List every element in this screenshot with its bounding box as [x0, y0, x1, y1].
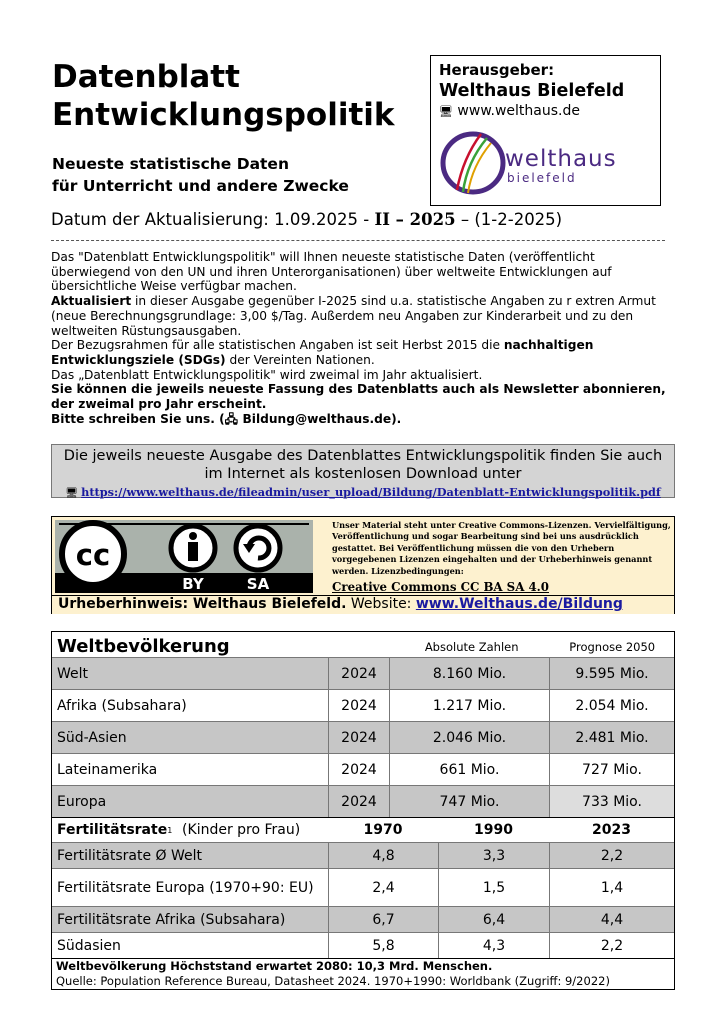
title-line-2: Entwicklungspolitik	[52, 97, 395, 133]
computer-icon: 🖥	[65, 488, 82, 499]
download-box	[51, 444, 675, 498]
attribution-label: Urheberhinweis: Welthaus Bielefeld.	[58, 596, 347, 612]
intro-text	[51, 250, 671, 426]
license-box	[51, 516, 675, 596]
download-link[interactable]: https://www.welthaus.de/fileadmin/user_upload/Bildung/Datenblatt-Entwicklungspolitik.pdf	[81, 485, 661, 499]
title-line-1: Datenblatt	[52, 59, 240, 95]
peak-population-note: Weltbevölkerung Höchststand erwartet 2080: 10,3 Mrd. Menschen.	[52, 958, 674, 974]
fertility-year-1990: 1990	[474, 822, 513, 838]
table-row	[52, 842, 674, 868]
badge-sa-label: SA	[246, 575, 270, 593]
fertility-2023-cell: 2,2	[549, 933, 674, 958]
year-cell: 2024	[328, 658, 389, 689]
forecast-cell: 727 Mio.	[549, 754, 674, 785]
absolute-cell: 661 Mio.	[389, 754, 549, 785]
fertility-row-label: Fertilitätsrate Ø Welt	[57, 847, 203, 864]
table-row	[52, 932, 674, 958]
region-cell: Lateinamerika	[57, 761, 158, 778]
fertility-1970-cell: 5,8	[328, 933, 438, 958]
fertility-1990-cell: 4,3	[438, 933, 549, 958]
fertility-1970-cell: 4,8	[328, 843, 438, 868]
license-text	[332, 520, 672, 596]
absolute-cell: 2.046 Mio.	[389, 722, 549, 753]
source-note: Quelle: Population Reference Bureau, Datasheet 2024. 1970+1990: Worldbank (Zugriff: 9/2022)	[56, 974, 610, 988]
license-link[interactable]: Creative Commons CC BA SA 4.0	[332, 580, 549, 595]
fertility-1990-cell: 6,4	[438, 907, 549, 932]
footnote-marker: 1	[167, 825, 173, 835]
divider	[51, 240, 665, 241]
forecast-cell: 2.054 Mio.	[549, 690, 674, 721]
intro-sdg-bold: nachhaltigen Entwicklungsziele (SDGs)	[51, 338, 594, 367]
intro-paragraph-1: Das "Datenblatt Entwicklungspolitik" will Ihnen neueste statistische Daten (veröffentlicht überwiegend von den UN und ihren Unterorganisationen) über weltweite Entwicklungen auf übersichtliche Weise verfügbar machen.	[51, 250, 612, 294]
table-row	[52, 657, 674, 689]
badge-by-label: BY	[182, 575, 204, 593]
column-header-absolute: Absolute Zahlen	[424, 640, 519, 654]
attribution-website-label: Website:	[346, 596, 416, 612]
absolute-cell: 747 Mio.	[389, 786, 549, 817]
fertility-1970-cell: 2,4	[328, 869, 438, 906]
year-cell: 2024	[328, 722, 389, 753]
column-header-forecast: Prognose 2050	[569, 640, 656, 654]
attribution	[51, 596, 675, 614]
fertility-2023-cell: 1,4	[549, 869, 674, 906]
fertility-1970-cell: 6,7	[328, 907, 438, 932]
page-subtitle	[52, 153, 349, 197]
fertility-2023-cell: 4,4	[549, 907, 674, 932]
page-title	[52, 58, 395, 134]
logo-sub: bielefeld	[507, 171, 577, 185]
update-date	[51, 210, 562, 229]
table-row	[52, 721, 674, 753]
publisher-website-link[interactable]: www.welthaus.de	[457, 103, 580, 119]
forecast-cell: 733 Mio.	[549, 786, 674, 817]
fertility-1990-cell: 1,5	[438, 869, 549, 906]
publisher-website-row	[439, 102, 652, 121]
fertility-unit: (Kinder pro Frau)	[182, 822, 301, 838]
svg-text:cc: cc	[75, 538, 111, 572]
publisher-label: Herausgeber:	[439, 61, 555, 79]
table-header	[52, 632, 674, 657]
region-cell: Europa	[57, 793, 107, 810]
download-line-1: Die jeweils neueste Ausgabe des Datenblattes Entwicklungspolitik finden Sie auch	[63, 448, 663, 464]
table-row	[52, 868, 674, 906]
fertility-row-label: Fertilitätsrate Europa (1970+90: EU)	[57, 879, 314, 896]
edition-label: II – 2025	[374, 210, 456, 229]
fertility-row-label: Südasien	[57, 937, 121, 954]
fertility-year-2023: 2023	[592, 822, 631, 838]
download-line-2: im Internet als kostenlosen Download unter	[204, 466, 522, 482]
region-cell: Afrika (Subsahara)	[57, 697, 187, 714]
fertility-header-row	[52, 817, 674, 842]
table-row	[52, 689, 674, 721]
intro-newsletter: Sie können die jeweils neueste Fassung des Datenblatts auch als Newsletter abonnieren, der zweimal pro Jahr erscheint.	[51, 382, 666, 412]
region-cell: Welt	[57, 665, 89, 682]
date-suffix: – (1-2-2025)	[455, 210, 563, 229]
fertility-year-1970: 1970	[363, 822, 403, 838]
year-cell: 2024	[328, 786, 389, 817]
population-table	[51, 631, 675, 990]
date-prefix: Datum der Aktualisierung: 1.09.2025 -	[51, 210, 375, 229]
intro-updated-label: Aktualisiert	[51, 294, 132, 309]
cc-by-sa-badge	[55, 520, 313, 593]
intro-sdg-text: Der Bezugsrahmen für alle statistischen Angaben ist seit Herbst 2015 die	[51, 338, 504, 353]
table-row	[52, 906, 674, 932]
subtitle-line-2: für Unterricht und andere Zwecke	[52, 177, 349, 195]
table-title: Weltbevölkerung	[57, 636, 230, 657]
subtitle-line-1: Neueste statistische Daten	[52, 155, 289, 173]
forecast-cell: 9.595 Mio.	[549, 658, 674, 689]
fertility-1990-cell: 3,3	[438, 843, 549, 868]
intro-contact: Bitte schreiben Sie uns. (🖧 Bildung@welthaus.de).	[51, 411, 402, 426]
computer-icon: 🖥	[439, 105, 453, 118]
attribution-link[interactable]: www.Welthaus.de/Bildung	[415, 596, 623, 612]
absolute-cell: 8.160 Mio.	[389, 658, 549, 689]
year-cell: 2024	[328, 754, 389, 785]
fertility-label: Fertilitätsrate	[57, 822, 168, 838]
intro-updated-text: in dieser Ausgabe gegenüber I-2025 sind u.a. statistische Angaben zu r extren Armut (neue Berechnungsgrundlage: 3,00 $/Tag. Außerdem neu Angaben zur Kinderarbeit und zu den weltweiten Rüstungsausgaben.	[51, 294, 656, 338]
absolute-cell: 1.217 Mio.	[389, 690, 549, 721]
forecast-cell: 2.481 Mio.	[549, 722, 674, 753]
logo-word: welthaus	[505, 146, 617, 172]
license-description: Unser Material steht unter Creative Commons-Lizenzen. Vervielfältigung, Veröffentlichung und sogar Bearbeitung sind bei uns ausdrücklich gestattet. Bei Veröffentlichung müssen die von den Urhebern vorgegebenen Lizenzen eingehalten und der Urheberhinweis genannt werden. Lizenzbedingungen:	[332, 520, 671, 576]
fertility-row-label: Fertilitätsrate Afrika (Subsahara)	[57, 911, 286, 928]
year-cell: 2024	[328, 690, 389, 721]
fertility-header-label	[52, 818, 328, 842]
fertility-2023-cell: 2,2	[549, 843, 674, 868]
download-url-row	[52, 483, 674, 503]
intro-sdg-end: der Vereinten Nationen.	[225, 352, 375, 367]
region-cell: Süd-Asien	[57, 729, 127, 746]
table-row	[52, 785, 674, 817]
publisher-name: Welthaus Bielefeld	[439, 81, 625, 101]
intro-paragraph-4: Das „Datenblatt Entwicklungspolitik" wird zweimal im Jahr aktualisiert.	[51, 367, 483, 382]
intro-paragraph-3	[51, 338, 671, 367]
welthaus-logo	[437, 128, 637, 198]
intro-paragraph-2	[51, 294, 671, 338]
table-row	[52, 753, 674, 785]
publisher-box	[430, 55, 661, 206]
